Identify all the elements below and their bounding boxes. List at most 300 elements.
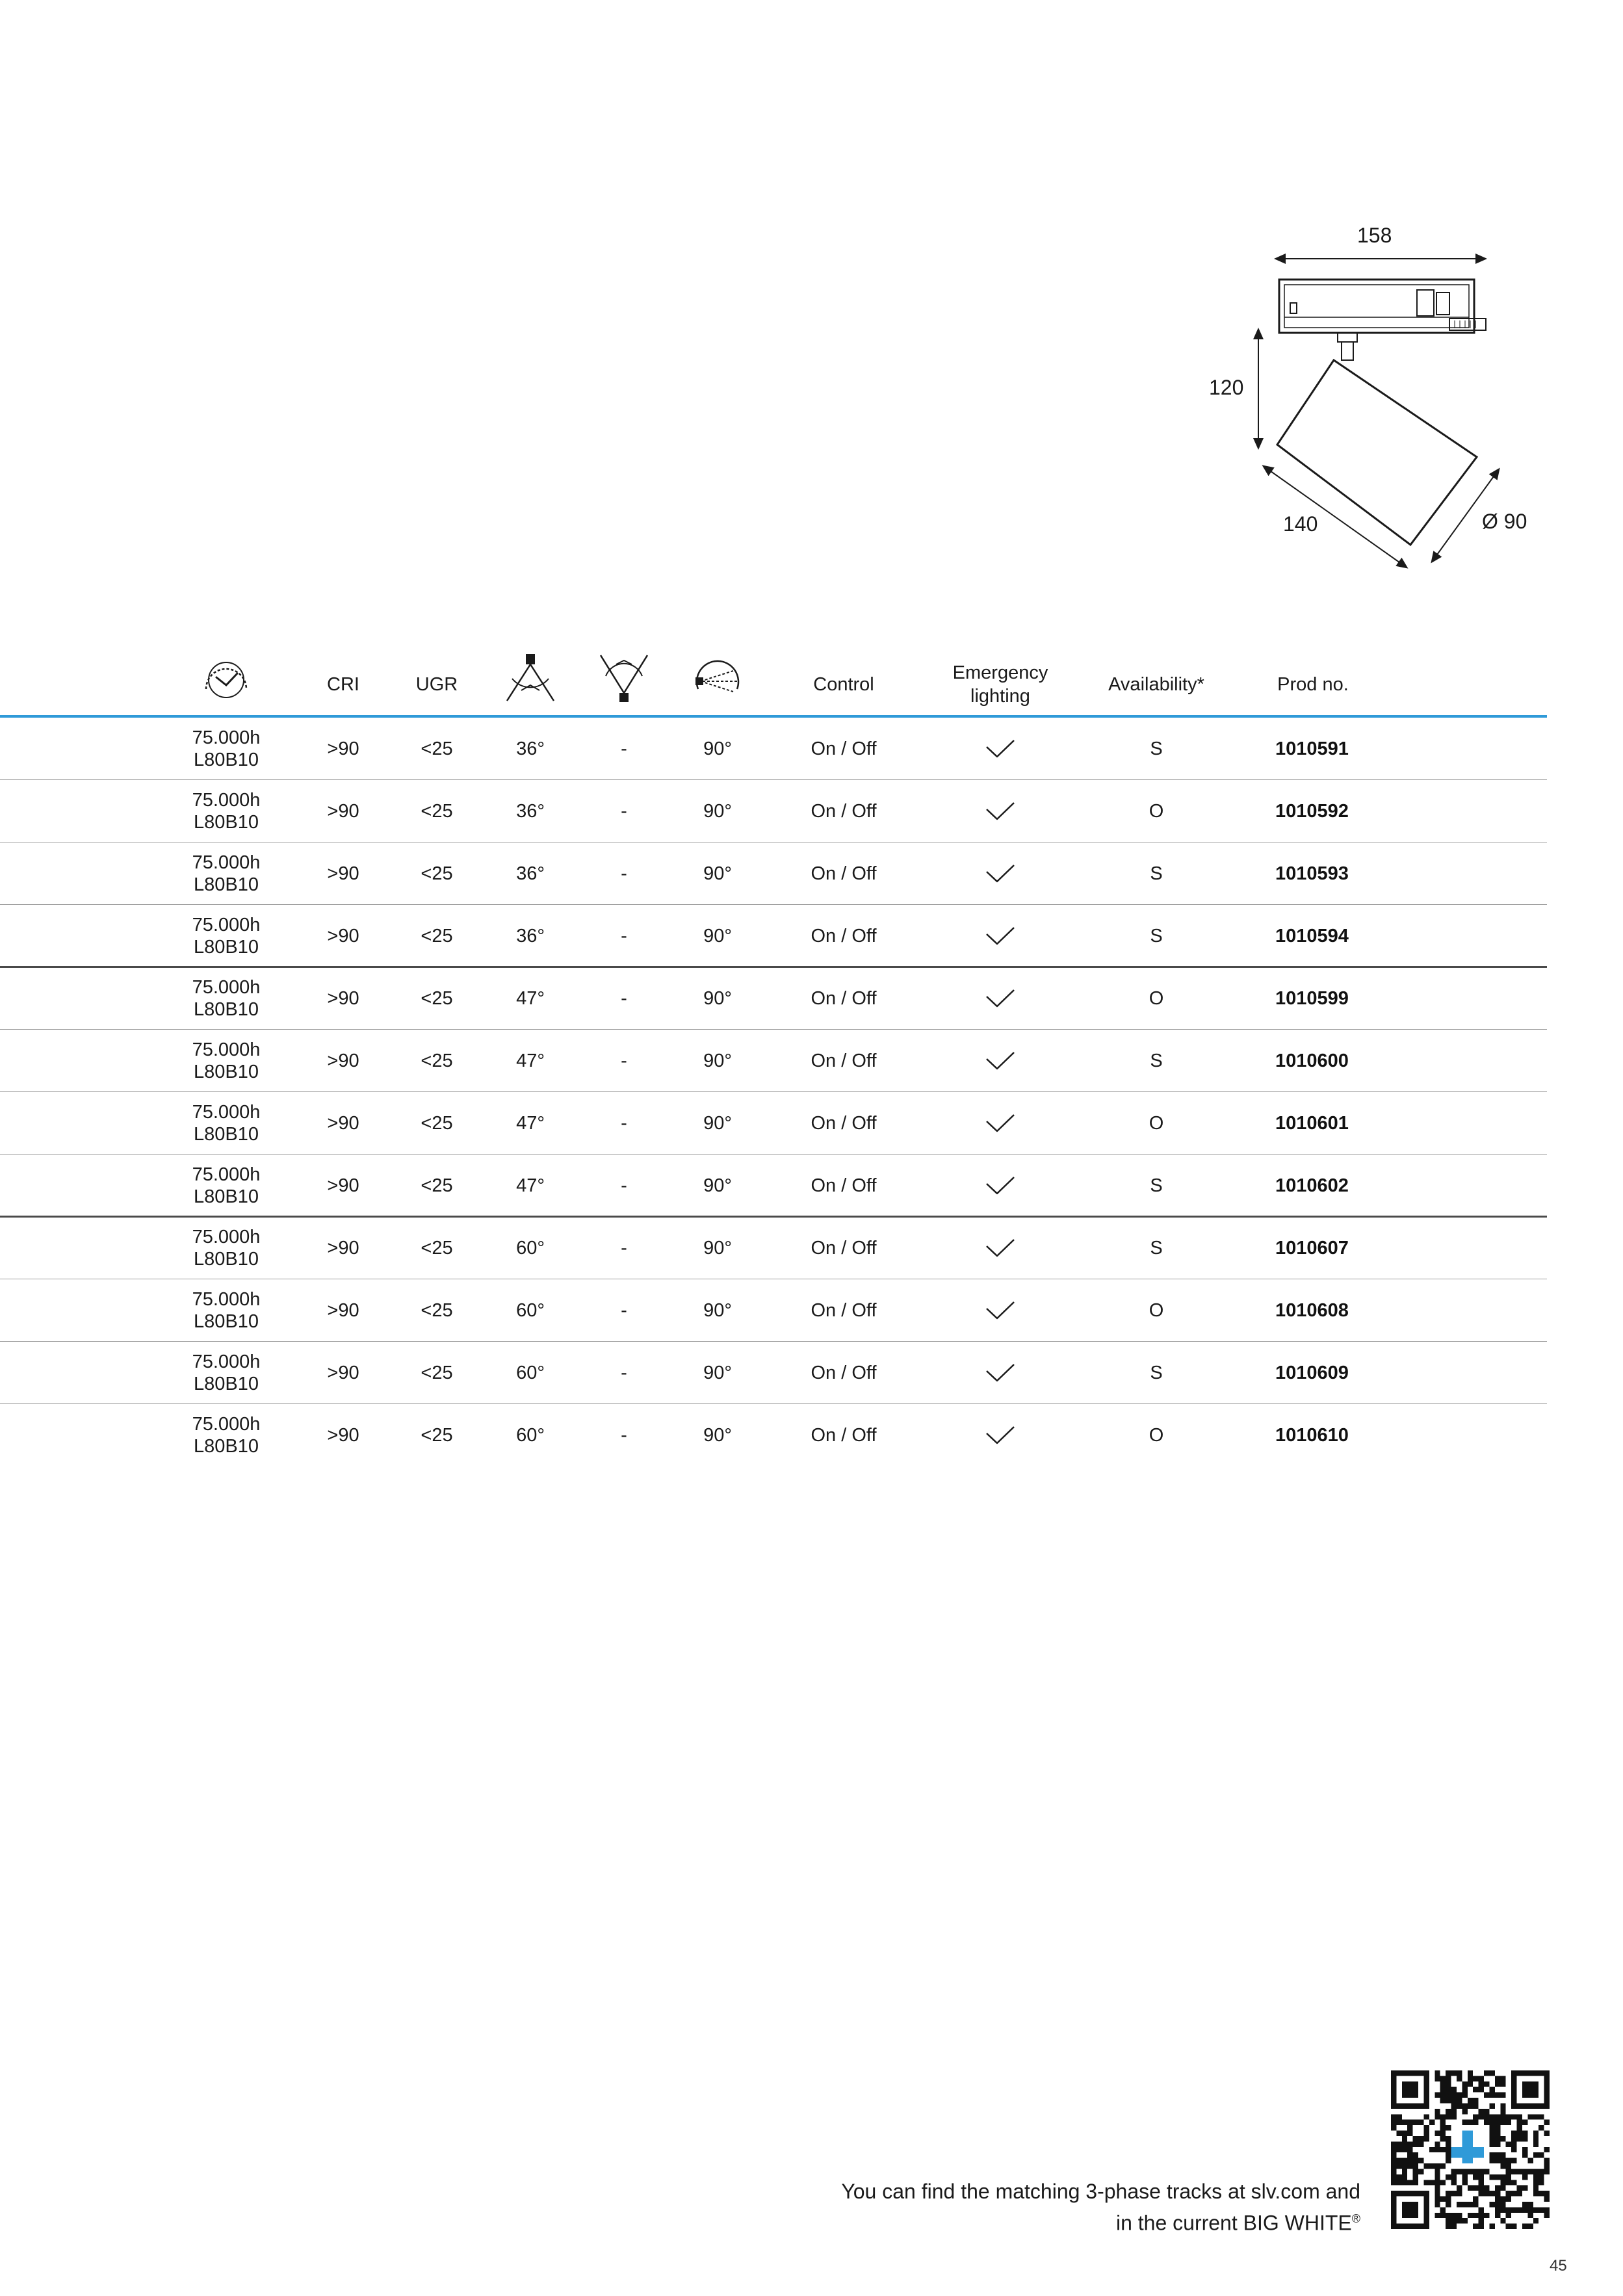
qr-module	[1473, 2213, 1478, 2218]
control-cell: On / Off	[811, 1425, 877, 1446]
qr-module	[1440, 2197, 1446, 2202]
cri-cell: >90	[327, 1363, 359, 1383]
prod-no-cell[interactable]: 1010592	[1275, 801, 1349, 822]
cri-cell: >90	[327, 1175, 359, 1196]
availability-cell: O	[1149, 1113, 1164, 1134]
qr-module	[1413, 2141, 1418, 2146]
prod-no-cell[interactable]: 1010594	[1275, 926, 1349, 946]
beam-angle-cell: 36°	[516, 863, 545, 884]
qr-module	[1539, 2180, 1544, 2185]
qr-module	[1522, 2120, 1527, 2125]
tilt-angle-cell: -	[621, 1175, 627, 1196]
qr-module	[1511, 2207, 1516, 2212]
qr-module	[1500, 2207, 1505, 2212]
qr-module	[1440, 2147, 1446, 2152]
qr-module	[1451, 2224, 1457, 2229]
qr-module	[1451, 2191, 1457, 2196]
rotation-angle-cell: 90°	[703, 926, 732, 946]
qr-module	[1446, 2136, 1451, 2141]
qr-module	[1500, 2218, 1505, 2223]
qr-module	[1396, 2131, 1401, 2136]
qr-module	[1500, 2158, 1505, 2163]
qr-module	[1435, 2202, 1440, 2207]
qr-module	[1435, 2180, 1440, 2185]
lifetime-rating: L80B10	[193, 1062, 259, 1082]
tilt-angle-cell: -	[621, 926, 627, 946]
lifetime-rating: L80B10	[193, 1249, 259, 1270]
qr-module	[1511, 2224, 1516, 2229]
header-emergency-line1: Emergency	[952, 662, 1048, 683]
qr-module	[1402, 2180, 1407, 2185]
qr-module	[1457, 2191, 1462, 2196]
lifetime-cell	[192, 1030, 261, 1092]
qr-module	[1429, 2147, 1435, 2152]
dimension-width: 158	[1357, 224, 1392, 247]
qr-module	[1511, 2180, 1516, 2185]
qr-module	[1413, 2120, 1418, 2125]
qr-module	[1533, 2218, 1539, 2223]
qr-module	[1402, 2136, 1407, 2141]
qr-module	[1402, 2141, 1407, 2146]
beam-angle-cell: 36°	[516, 801, 545, 822]
qr-module	[1489, 2070, 1494, 2076]
control-cell: On / Off	[811, 801, 877, 822]
beam-angle-cell: 60°	[516, 1425, 545, 1446]
qr-module	[1517, 2125, 1522, 2130]
cri-cell: >90	[327, 1300, 359, 1321]
qr-module	[1527, 2158, 1533, 2163]
qr-module	[1500, 2163, 1505, 2169]
qr-module	[1506, 2158, 1511, 2163]
tilt-angle-cell: -	[621, 1425, 627, 1446]
qr-module	[1495, 2213, 1500, 2218]
qr-module	[1435, 2197, 1440, 2202]
availability-cell: S	[1150, 863, 1163, 884]
prod-no-cell[interactable]: 1010602	[1275, 1175, 1349, 1196]
qr-module	[1391, 2180, 1396, 2185]
qr-module	[1446, 2224, 1451, 2229]
qr-module	[1473, 2224, 1478, 2229]
qr-module	[1407, 2152, 1412, 2158]
lifetime-rating: L80B10	[193, 1186, 259, 1207]
qr-module	[1435, 2076, 1440, 2081]
lifetime-cell	[192, 1155, 261, 1217]
table-row	[0, 967, 1547, 1030]
ugr-cell: <25	[421, 988, 453, 1009]
header-prod-no: Prod no.	[1277, 674, 1349, 695]
qr-module	[1495, 2158, 1500, 2163]
qr-module	[1500, 2180, 1505, 2185]
qr-module	[1446, 2197, 1451, 2202]
qr-module	[1462, 2202, 1467, 2207]
dimension-length: 140	[1283, 512, 1318, 536]
prod-no-cell[interactable]: 1010601	[1275, 1113, 1349, 1134]
qr-module	[1407, 2125, 1412, 2130]
qr-module	[1413, 2169, 1418, 2174]
qr-module	[1527, 2213, 1533, 2218]
prod-no-cell[interactable]: 1010591	[1275, 738, 1349, 759]
qr-module	[1391, 2152, 1396, 2158]
qr-module	[1391, 2120, 1396, 2125]
table-row	[0, 842, 1547, 905]
control-cell: On / Off	[811, 1113, 877, 1134]
qr-module	[1517, 2120, 1522, 2125]
header-ugr: UGR	[415, 674, 458, 695]
prod-no-cell[interactable]: 1010593	[1275, 863, 1349, 884]
prod-no-cell[interactable]: 1010607	[1275, 1238, 1349, 1259]
qr-module	[1457, 2185, 1462, 2191]
qr-module	[1396, 2180, 1401, 2185]
qr-module	[1473, 2174, 1478, 2180]
table-row	[0, 905, 1547, 967]
qr-module	[1446, 2147, 1451, 2152]
qr-module	[1517, 2131, 1522, 2136]
qr-module	[1468, 2103, 1473, 2108]
qr-module	[1423, 2136, 1429, 2141]
lifetime-cell	[192, 1342, 261, 1404]
header-cri: CRI	[327, 674, 359, 695]
qr-module	[1479, 2114, 1484, 2119]
qr-module	[1435, 2147, 1440, 2152]
qr-module	[1495, 2114, 1500, 2119]
qr-module	[1489, 2202, 1494, 2207]
qr-module	[1511, 2191, 1516, 2196]
lifetime-rating: L80B10	[193, 999, 259, 1020]
qr-module	[1446, 2093, 1451, 2098]
qr-module	[1489, 2224, 1494, 2229]
qr-module	[1402, 2131, 1407, 2136]
qr-module	[1462, 2087, 1467, 2092]
lifetime-cell	[192, 1404, 261, 1467]
qr-module	[1511, 2169, 1516, 2174]
qr-module	[1402, 2169, 1407, 2174]
qr-module	[1489, 2087, 1494, 2092]
header-emergency-line2: lighting	[970, 686, 1030, 707]
ugr-cell: <25	[421, 738, 453, 759]
qr-module	[1440, 2136, 1446, 2141]
qr-module	[1489, 2103, 1494, 2108]
qr-module	[1440, 2163, 1446, 2169]
lifetime-rating: L80B10	[193, 750, 259, 770]
qr-module	[1511, 2131, 1516, 2136]
qr-module	[1544, 2158, 1550, 2163]
rotation-angle-cell: 90°	[703, 1113, 732, 1134]
qr-module	[1391, 2174, 1396, 2180]
qr-module	[1479, 2185, 1484, 2191]
lifetime-cell	[192, 1092, 261, 1155]
check-icon	[985, 1342, 1015, 1404]
qr-module	[1544, 2197, 1550, 2202]
qr-module	[1533, 2207, 1539, 2212]
qr-module	[1489, 2136, 1494, 2141]
tilt-angle-icon	[597, 653, 651, 707]
check-icon	[985, 842, 1015, 905]
qr-module	[1522, 2174, 1527, 2180]
availability-cell: S	[1150, 1050, 1163, 1071]
qr-module	[1500, 2202, 1505, 2207]
qr-module	[1506, 2169, 1511, 2174]
qr-module	[1457, 2093, 1462, 2098]
qr-module	[1506, 2141, 1511, 2146]
qr-module	[1440, 2180, 1446, 2185]
tilt-angle-cell: -	[621, 738, 627, 759]
ugr-cell: <25	[421, 1425, 453, 1446]
qr-module	[1517, 2191, 1522, 2196]
qr-module	[1435, 2185, 1440, 2191]
qr-module	[1446, 2114, 1451, 2119]
rotation-angle-cell: 90°	[703, 801, 732, 822]
qr-module	[1440, 2098, 1446, 2103]
qr-module	[1435, 2070, 1440, 2076]
qr-module	[1522, 2224, 1527, 2229]
qr-module	[1440, 2120, 1446, 2125]
availability-cell: S	[1150, 926, 1163, 946]
qr-module	[1489, 2174, 1494, 2180]
rotation-angle-cell: 90°	[703, 863, 732, 884]
availability-cell: S	[1150, 1363, 1163, 1383]
qr-module	[1489, 2125, 1494, 2130]
qr-module	[1517, 2207, 1522, 2212]
qr-module	[1429, 2180, 1435, 2185]
check-icon	[985, 1030, 1015, 1092]
qr-module	[1407, 2147, 1412, 2152]
tilt-angle-cell: -	[621, 988, 627, 1009]
qr-module	[1479, 2180, 1484, 2185]
qr-module	[1544, 2213, 1550, 2218]
qr-module	[1544, 2207, 1550, 2212]
qr-module	[1457, 2070, 1462, 2076]
ugr-cell: <25	[421, 1363, 453, 1383]
header-control: Control	[813, 674, 874, 695]
table-row	[0, 1404, 1547, 1467]
qr-module	[1544, 2191, 1550, 2196]
qr-module	[1418, 2141, 1423, 2146]
qr-module	[1391, 2147, 1396, 2152]
beam-angle-cell: 47°	[516, 1175, 545, 1196]
prod-no-cell[interactable]: 1010599	[1275, 988, 1349, 1009]
qr-module	[1495, 2152, 1500, 2158]
table-row	[0, 1030, 1547, 1092]
lifetime-hours: 75.000h	[192, 1289, 261, 1310]
footer-line2	[710, 2205, 1360, 2237]
qr-module	[1396, 2158, 1401, 2163]
beam-angle-cell: 60°	[516, 1300, 545, 1321]
check-icon	[985, 1217, 1015, 1279]
lifetime-cell	[192, 1279, 261, 1342]
qr-module	[1402, 2147, 1407, 2152]
lifetime-rating: L80B10	[193, 874, 259, 895]
qr-module	[1468, 2081, 1473, 2087]
qr-module	[1457, 2076, 1462, 2081]
control-cell: On / Off	[811, 1175, 877, 1196]
qr-module	[1451, 2169, 1457, 2174]
control-cell: On / Off	[811, 926, 877, 946]
qr-logo-plus	[1462, 2131, 1473, 2163]
qr-finder	[1402, 2202, 1418, 2218]
qr-module	[1495, 2207, 1500, 2212]
qr-module	[1506, 2163, 1511, 2169]
lifetime-rating: L80B10	[193, 1124, 259, 1145]
table-row	[0, 1217, 1547, 1279]
qr-module	[1457, 2213, 1462, 2218]
qr-module	[1533, 2136, 1539, 2141]
qr-module	[1500, 2076, 1505, 2081]
qr-module	[1484, 2081, 1489, 2087]
cri-cell: >90	[327, 988, 359, 1009]
lifetime-hours: 75.000h	[192, 1414, 261, 1435]
qr-module	[1446, 2174, 1451, 2180]
qr-module	[1539, 2125, 1544, 2130]
qr-module	[1489, 2141, 1494, 2146]
qr-module	[1533, 2152, 1539, 2158]
qr-module	[1539, 2114, 1544, 2119]
qr-module	[1473, 2197, 1478, 2202]
qr-module	[1413, 2158, 1418, 2163]
qr-module	[1527, 2114, 1533, 2119]
qr-module	[1495, 2131, 1500, 2136]
beam-angle-cell: 47°	[516, 1050, 545, 1071]
availability-cell: S	[1150, 1175, 1163, 1196]
qr-module	[1479, 2213, 1484, 2218]
qr-module	[1484, 2213, 1489, 2218]
qr-module	[1396, 2174, 1401, 2180]
prod-no-cell[interactable]: 1010609	[1275, 1363, 1349, 1383]
qr-module	[1484, 2120, 1489, 2125]
qr-module	[1391, 2163, 1396, 2169]
qr-module	[1500, 2109, 1505, 2114]
page-number: 45	[1550, 2257, 1567, 2275]
qr-module	[1440, 2081, 1446, 2087]
qr-module	[1473, 2185, 1478, 2191]
ugr-cell: <25	[421, 1050, 453, 1071]
qr-module	[1402, 2174, 1407, 2180]
qr-module	[1451, 2103, 1457, 2108]
dimension-height: 120	[1209, 376, 1244, 399]
control-cell: On / Off	[811, 738, 877, 759]
qr-module	[1495, 2093, 1500, 2098]
qr-module	[1468, 2213, 1473, 2218]
footer-line1: You can find the matching 3-phase tracks at slv.com and	[841, 2180, 1360, 2203]
qr-module	[1506, 2174, 1511, 2180]
qr-module	[1489, 2120, 1494, 2125]
qr-module	[1423, 2125, 1429, 2130]
qr-module	[1506, 2207, 1511, 2212]
qr-module	[1533, 2131, 1539, 2136]
qr-module	[1489, 2158, 1494, 2163]
qr-module	[1391, 2158, 1396, 2163]
qr-module	[1533, 2141, 1539, 2146]
qr-module	[1495, 2076, 1500, 2081]
qr-module	[1511, 2141, 1516, 2146]
ugr-cell: <25	[421, 1238, 453, 1259]
qr-module	[1539, 2207, 1544, 2212]
qr-module	[1396, 2120, 1401, 2125]
ugr-cell: <25	[421, 863, 453, 884]
prod-no-cell[interactable]: 1010608	[1275, 1300, 1349, 1321]
rotation-angle-cell: 90°	[703, 988, 732, 1009]
qr-module	[1533, 2174, 1539, 2180]
qr-module	[1446, 2158, 1451, 2163]
qr-module	[1407, 2163, 1412, 2169]
rotation-angle-cell: 90°	[703, 738, 732, 759]
qr-module	[1479, 2109, 1484, 2114]
lifetime-cell	[192, 1217, 261, 1279]
qr-module	[1407, 2131, 1412, 2136]
qr-module	[1500, 2103, 1505, 2108]
qr-module	[1418, 2136, 1423, 2141]
qr-module	[1396, 2147, 1401, 2152]
qr-module	[1479, 2076, 1484, 2081]
qr-module	[1479, 2087, 1484, 2092]
qr-module	[1495, 2120, 1500, 2125]
qr-module	[1423, 2131, 1429, 2136]
qr-module	[1539, 2191, 1544, 2196]
qr-module	[1418, 2158, 1423, 2163]
lifetime-hours: 75.000h	[192, 1102, 261, 1123]
qr-module	[1489, 2191, 1494, 2196]
qr-module	[1462, 2218, 1467, 2223]
lifetime-hours: 75.000h	[192, 1227, 261, 1247]
qr-module	[1462, 2081, 1467, 2087]
qr-module	[1468, 2169, 1473, 2174]
qr-module	[1457, 2103, 1462, 2108]
qr-module	[1440, 2076, 1446, 2081]
check-icon	[985, 1092, 1015, 1155]
qr-module	[1527, 2202, 1533, 2207]
qr-module	[1391, 2141, 1396, 2146]
qr-module	[1479, 2224, 1484, 2229]
qr-module	[1484, 2070, 1489, 2076]
beam-angle-cell: 60°	[516, 1238, 545, 1259]
prod-no-cell[interactable]: 1010610	[1275, 1425, 1349, 1446]
tilt-angle-cell: -	[621, 1050, 627, 1071]
footer-note	[710, 2178, 1360, 2237]
lifetime-hours: 75.000h	[192, 852, 261, 873]
qr-module	[1468, 2120, 1473, 2125]
qr-module	[1446, 2218, 1451, 2223]
qr-module	[1473, 2202, 1478, 2207]
rotation-angle-icon	[692, 657, 744, 705]
qr-module	[1457, 2218, 1462, 2223]
qr-code-icon[interactable]	[1391, 2070, 1550, 2229]
qr-module	[1484, 2185, 1489, 2191]
qr-module	[1484, 2093, 1489, 2098]
availability-cell: S	[1150, 1238, 1163, 1259]
qr-module	[1489, 2114, 1494, 2119]
qr-module	[1435, 2093, 1440, 2098]
control-cell: On / Off	[811, 1050, 877, 1071]
qr-module	[1506, 2180, 1511, 2185]
prod-no-cell[interactable]: 1010600	[1275, 1050, 1349, 1071]
qr-module	[1407, 2141, 1412, 2146]
qr-module	[1533, 2169, 1539, 2174]
footer-line2-text: in the current BIG WHITE	[1115, 2211, 1352, 2235]
qr-module	[1391, 2169, 1396, 2174]
check-icon	[985, 1279, 1015, 1342]
qr-module	[1484, 2191, 1489, 2196]
qr-module	[1446, 2070, 1451, 2076]
qr-module	[1527, 2224, 1533, 2229]
qr-module	[1473, 2114, 1478, 2119]
qr-module	[1533, 2185, 1539, 2191]
qr-module	[1440, 2125, 1446, 2130]
qr-module	[1473, 2087, 1478, 2092]
qr-module	[1413, 2163, 1418, 2169]
tilt-angle-cell: -	[621, 801, 627, 822]
qr-module	[1457, 2098, 1462, 2103]
lifetime-hours: 75.000h	[192, 1039, 261, 1060]
control-cell: On / Off	[811, 1238, 877, 1259]
